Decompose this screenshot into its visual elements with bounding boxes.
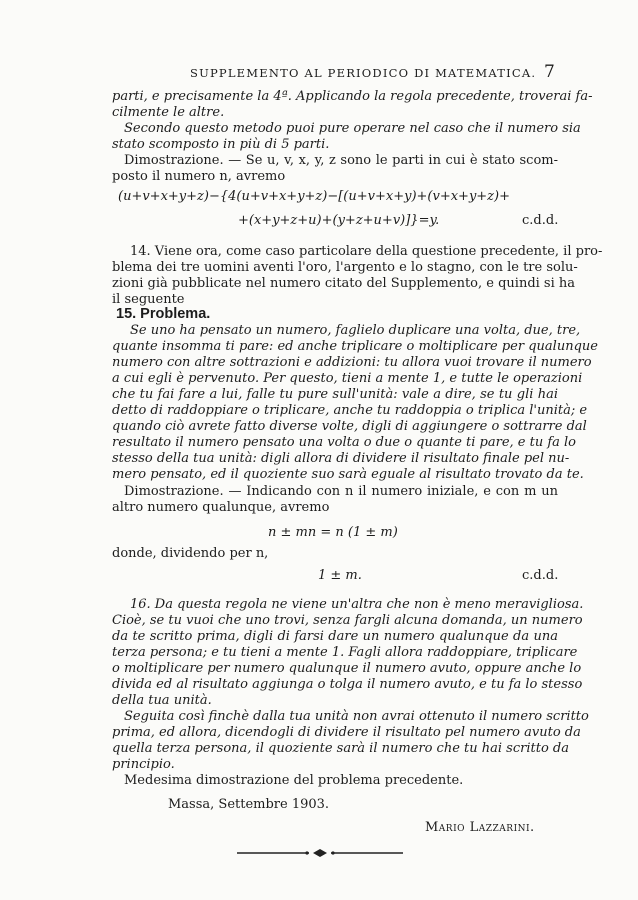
formula-line: n ± mn = n (1 ± m)	[268, 525, 398, 540]
text-line: quante insomma ti pare: ed anche triplicare o moltiplicare per qualunque	[112, 339, 598, 354]
text-line: resultato il numero pensato una volta o due o quante ti pare, e tu fa lo	[112, 435, 577, 450]
text-line: parti, e precisamente la 4ª. Applicando la regola precedente, troverai fa-	[112, 89, 593, 104]
text-line: cilmente le altre.	[112, 105, 225, 120]
text-line: Cioè, se tu vuoi che uno trovi, senza fargli alcuna domanda, un numero	[112, 613, 583, 628]
qed-note: c.d.d.	[522, 568, 559, 583]
formula-line: +(x+y+z+u)+(y+z+u+v)]}=y.	[238, 213, 440, 228]
text-line: Seguita così finchè dalla tua unità non avrai ottenuto il numero scritto	[124, 709, 589, 724]
text-line: della tua unità.	[112, 693, 212, 708]
text-line: terza persona; e tu tieni a mente 1. Fagli allora raddoppiare, triplicare	[112, 645, 578, 660]
qed-note: c.d.d.	[522, 213, 559, 228]
text-line: divida ed al risultato aggiunga o tolga il numero avuto, e tu fa lo stesso	[112, 677, 583, 692]
text-line: zioni già pubblicate nel numero citato del Supplemento, e quindi si ha	[112, 276, 576, 291]
text-line: che tu fai fare a lui, falle tu pure sull'unità: vale a dire, se tu gli hai	[112, 387, 558, 402]
text-line: o moltiplicare per numero qualunque il numero avuto, oppure anche lo	[112, 661, 582, 676]
text-line: Dimostrazione. — Se u, v, x, y, z sono le parti in cui è stato scom-	[124, 153, 558, 168]
text-line: Medesima dimostrazione del problema precedente.	[124, 773, 464, 788]
formula-line: (u+v+x+y+z)−{4(u+v+x+y+z)−[(u+v+x+y)+(v+x+y+z)+	[118, 189, 510, 204]
running-title: SUPPLEMENTO AL PERIODICO DI MATEMATICA.	[190, 66, 537, 80]
text-line: da te scritto prima, digli di farsi dare un numero qualunque da una	[112, 629, 558, 644]
text-line: principio.	[112, 757, 175, 772]
text-line: blema dei tre uomini aventi l'oro, l'argento e lo stagno, con le tre solu-	[112, 260, 578, 275]
text-line: altro numero qualunque, avremo	[112, 500, 330, 515]
formula-line: 1 ± m.	[318, 568, 362, 583]
author-signature: Mario Lazzarini.	[425, 820, 535, 835]
text-line: posto il numero n, avremo	[112, 169, 286, 184]
text-line: quando ciò avrete fatto diverse volte, digli di aggiungere o sottrarre dal	[112, 419, 587, 434]
text-line: Se uno ha pensato un numero, faglielo duplicare una volta, due, tre,	[130, 323, 581, 338]
date-line: Massa, Settembre 1903.	[168, 797, 330, 812]
page-number: 7	[544, 62, 555, 82]
text-line: mero pensato, ed il quoziente suo sarà eguale al risultato trovato da te.	[112, 467, 584, 482]
end-ornament	[235, 848, 405, 858]
text-line: Dimostrazione. — Indicando con n il numero iniziale, e con m un	[124, 484, 558, 499]
text-line: stato scomposto in più di 5 parti.	[112, 137, 330, 152]
text-line: prima, ed allora, dicendogli di dividere il risultato pel numero avuto da	[112, 725, 581, 740]
section-heading: 15. Problema.	[116, 306, 211, 322]
text-line: donde, dividendo per n,	[112, 546, 269, 561]
text-line: quella terza persona, il quoziente sarà il numero che tu hai scritto da	[112, 741, 569, 756]
text-line: Secondo questo metodo puoi pure operare nel caso che il numero sia	[124, 121, 581, 136]
text-line: il seguente	[112, 292, 185, 307]
text-line: a cui egli è pervenuto. Per questo, tieni a mente 1, e tutte le operazioni	[112, 371, 583, 386]
running-header	[0, 64, 638, 84]
text-line: numero con altre sottrazioni e addizioni: tu allora vuoi trovare il numero	[112, 355, 592, 370]
text-line: 16. Da questa regola ne viene un'altra che non è meno meravigliosa.	[130, 597, 584, 612]
text-line: 14. Viene ora, come caso particolare della questione precedente, il pro-	[130, 244, 603, 259]
text-line: stesso della tua unità: digli allora di dividere il risultato finale pel nu-	[112, 451, 570, 466]
text-line: detto di raddoppiare o triplicare, anche tu raddoppia o triplica l'unità; e	[112, 403, 588, 418]
